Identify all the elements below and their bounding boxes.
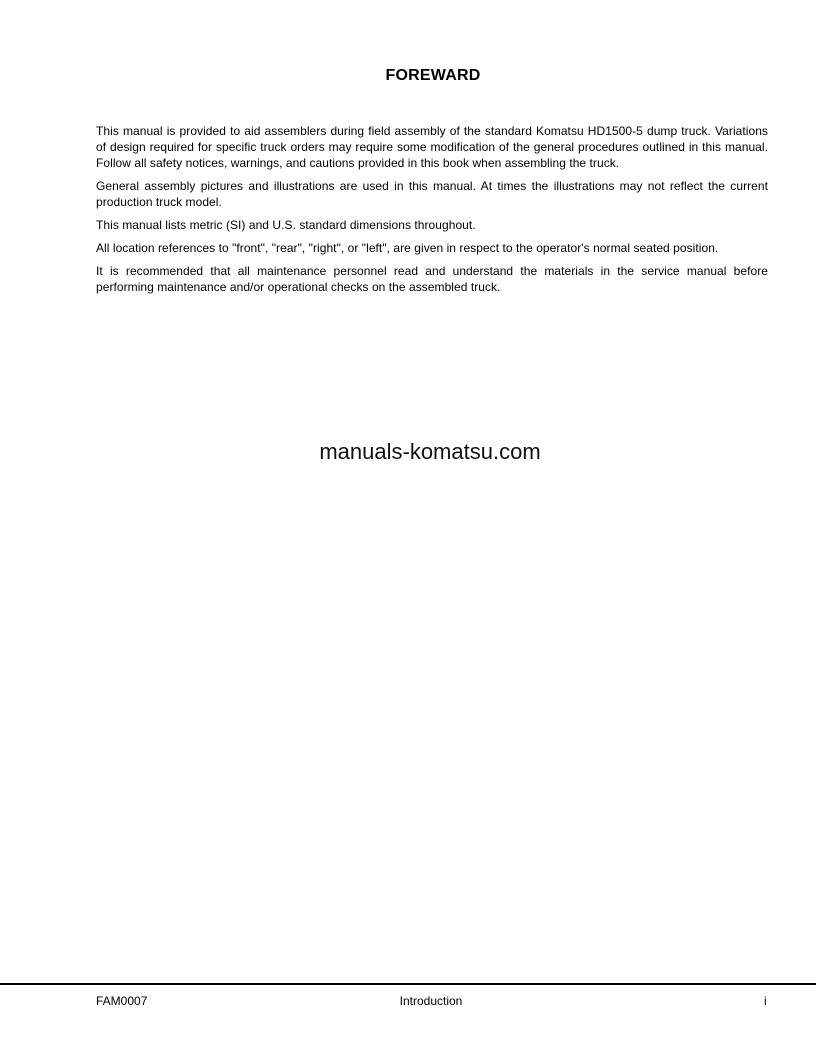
paragraph-purpose: This manual is provided to aid assemblers during field assembly of the standard Komatsu HD1500-5 dump truck. Variations of design required for specific truck orders may require some modification of the general procedures outlined in this manual. Follow all safety notices, warnings, and cautions provided in this book when assembling the truck.	[96, 124, 768, 170]
footer-section-name: Introduction	[399, 994, 463, 1008]
footer-page-number: i	[764, 994, 767, 1008]
footer-divider	[0, 983, 816, 985]
paragraph-recommendation: It is recommended that all maintenance personnel read and understand the materials in the service manual before performing maintenance and/or operational checks on the assembled truck.	[96, 264, 768, 294]
watermark-text: manuals-komatsu.com	[319, 439, 541, 464]
foreword-body	[96, 123, 768, 302]
paragraph-illustrations: General assembly pictures and illustrations are used in this manual. At times the illustrations may not reflect the current production truck model.	[96, 179, 768, 209]
paragraph-location-references: All location references to "front", "rear", "right", or "left", are given in respect to the operator's normal seated position.	[96, 241, 719, 255]
footer-doc-code: FAM0007	[96, 994, 148, 1008]
paragraph-units: This manual lists metric (SI) and U.S. standard dimensions throughout.	[96, 218, 476, 232]
page-title: FOREWARD	[385, 67, 481, 84]
